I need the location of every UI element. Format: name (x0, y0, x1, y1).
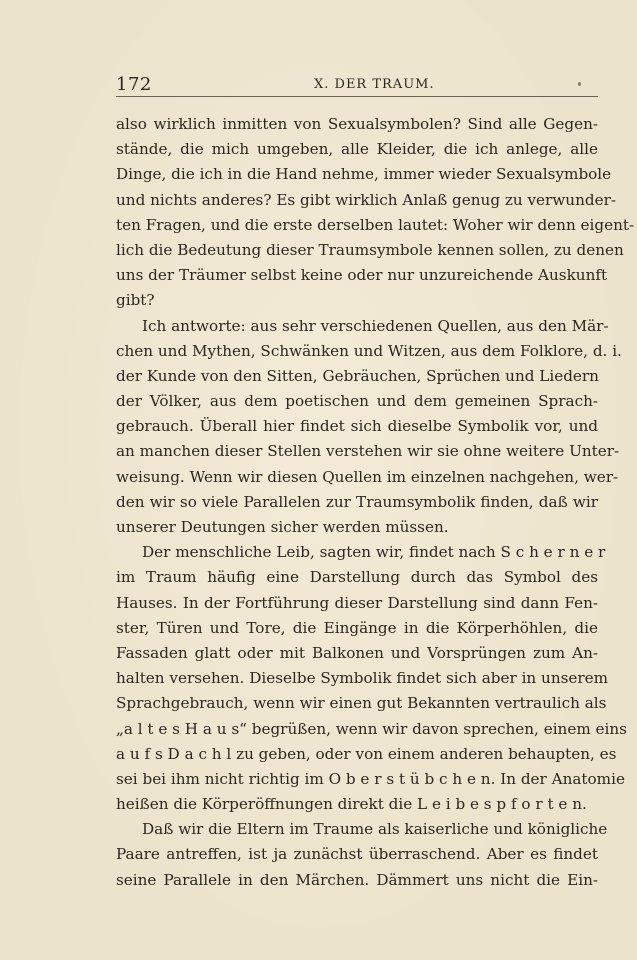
text-line: und nichts anderes? Es gibt wirklich Anlaß genug zu verwunder- (116, 190, 616, 209)
text-line: im Traum häufig eine Darstellung durch das Symbol des (116, 568, 598, 587)
text-line: unserer Deutungen sicher werden müssen. (116, 518, 449, 536)
text-line: Ich antworte: aus sehr verschiedenen Quellen, aus den Mär- (142, 316, 609, 335)
page-header (116, 74, 598, 96)
text-line: „a l t e s H a u s“ begrüßen, wenn wir davon sprechen, einem eins (116, 719, 627, 738)
text-line: der Kunde von den Sitten, Gebräuchen, Sprüchen und Liedern (116, 366, 599, 385)
text-line: lich die Bedeutung dieser Traumsymbole kennen sollen, zu denen (116, 240, 624, 259)
text-line: a u f s D a c h l zu geben, oder von einem anderen behaupten, es (116, 744, 617, 763)
body-text (116, 112, 635, 893)
text-line: halten versehen. Dieselbe Symbolik findet sich aber in unserem (116, 669, 609, 688)
text-line: der Völker, aus dem poetischen und dem gemeinen Sprach- (116, 392, 598, 411)
text-line: chen und Mythen, Schwänken und Witzen, aus dem Folklore, d. i. (116, 341, 622, 360)
text-line: uns der Träumer selbst keine oder nur unzureichende Auskunft (116, 266, 608, 285)
text-line: Hauses. In der Fortführung dieser Darstellung sind dann Fen- (116, 593, 598, 612)
text-line: Der menschliche Leib, sagten wir, findet nach S c h e r n e r (142, 543, 606, 562)
ink-speck (578, 82, 581, 86)
text-line: sei bei ihm nicht richtig im O b e r s t ü b c h e n. In der Anatomie (116, 769, 625, 788)
text-line: Fassaden glatt oder mit Balkonen und Vorsprüngen zum An- (116, 643, 598, 662)
text-line: heißen die Körperöffnungen direkt die L e i b e s p f o r t e n. (116, 795, 587, 814)
text-line: Dinge, die ich in die Hand nehme, immer wieder Sexualsymbole (116, 165, 612, 184)
text-line: den wir so viele Parallelen zur Traumsymbolik finden, daß wir (116, 492, 598, 511)
running-head: X. DER TRAUM. (314, 77, 435, 92)
text-line: Daß wir die Eltern im Traume als kaiserliche und königliche (142, 820, 608, 839)
text-line: ten Fragen, und die erste derselben lautet: Woher wir denn eigent- (116, 215, 635, 234)
text-line: ster, Türen und Tore, die Eingänge in die Körperhöhlen, die (116, 618, 598, 637)
text-line: weisung. Wenn wir diesen Quellen im einzelnen nachgehen, wer- (116, 467, 619, 486)
text-line: stände, die mich umgeben, alle Kleider, die ich anlege, alle (116, 140, 598, 159)
text-line: Paare antreffen, ist ja zunächst überraschend. Aber es findet (116, 845, 598, 864)
header-rule (116, 96, 598, 97)
text-line: gebrauch. Überall hier findet sich dieselbe Symbolik vor, und (116, 417, 598, 436)
text-line: Sprachgebrauch, wenn wir einen gut Bekannten vertraulich als (116, 694, 607, 713)
text-line: gibt? (116, 291, 155, 310)
text-line: seine Parallele in den Märchen. Dämmert uns nicht die Ein- (116, 870, 598, 889)
text-line: also wirklich inmitten von Sexualsymbolen? Sind alle Gegen- (116, 115, 598, 133)
text-line: an manchen dieser Stellen verstehen wir sie ohne weitere Unter- (116, 442, 620, 461)
page-number: 172 (116, 74, 152, 95)
